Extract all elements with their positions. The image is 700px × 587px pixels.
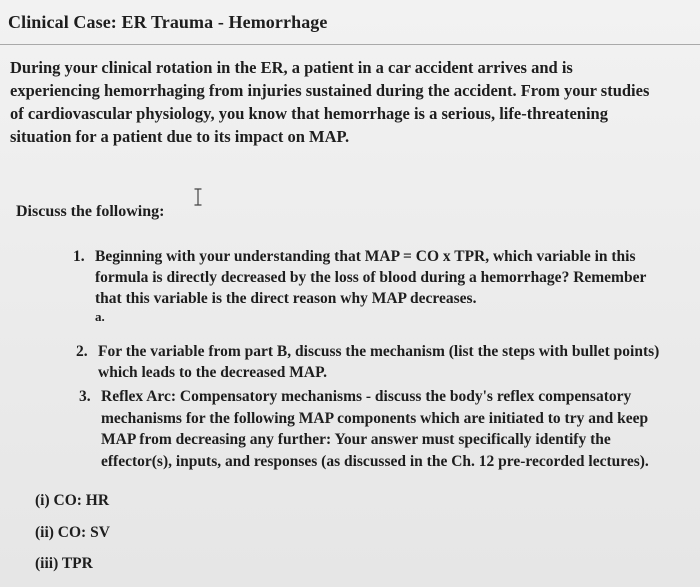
question-3-text: Reflex Arc: Compensatory mechanisms - discuss the body's reflex compensatory mechanisms for the following MAP components which are initiated to try and keep MAP from decreasing any further: Your answer must specifically identify the effector(s), inputs, and responses (as discussed in the Ch. 12 pre-recorded lectures). <box>101 388 649 470</box>
discuss-heading: Discuss the following: <box>16 203 165 220</box>
question-2-text: For the variable from part B, discuss the mechanism (list the steps with bullet points) which leads to the decreased MAP. <box>98 343 660 381</box>
title-divider <box>0 44 700 45</box>
question-2 <box>76 341 668 383</box>
component-tpr: (iii) TPR <box>35 555 93 572</box>
question-1-text: Beginning with your understanding that MAP = CO x TPR, which variable in this formula is directly decreased by the loss of blood during a hemorrhage? Remember that this variable is the direct reason why MAP decreases. <box>95 248 647 307</box>
page-title: Clinical Case: ER Trauma - Hemorrhage <box>8 12 328 32</box>
question-3-number: 3. <box>79 388 91 405</box>
text-cursor-icon <box>193 188 203 206</box>
component-co-sv: (ii) CO: SV <box>35 524 110 541</box>
question-2-number: 2. <box>76 343 88 360</box>
question-1-subitem: a. <box>95 309 105 324</box>
intro-paragraph: During your clinical rotation in the ER, a patient in a car accident arrives and is experiencing hemorrhaging from injuries sustained during the accident. From your studies of cardiovascular physiology, you know that hemorrhage is a serious, life-threatening situation for a patient due to its impact on MAP. <box>10 58 650 146</box>
question-1-number: 1. <box>73 248 85 265</box>
question-1 <box>73 246 675 309</box>
question-3 <box>79 386 676 472</box>
component-co-hr: (i) CO: HR <box>35 492 110 509</box>
